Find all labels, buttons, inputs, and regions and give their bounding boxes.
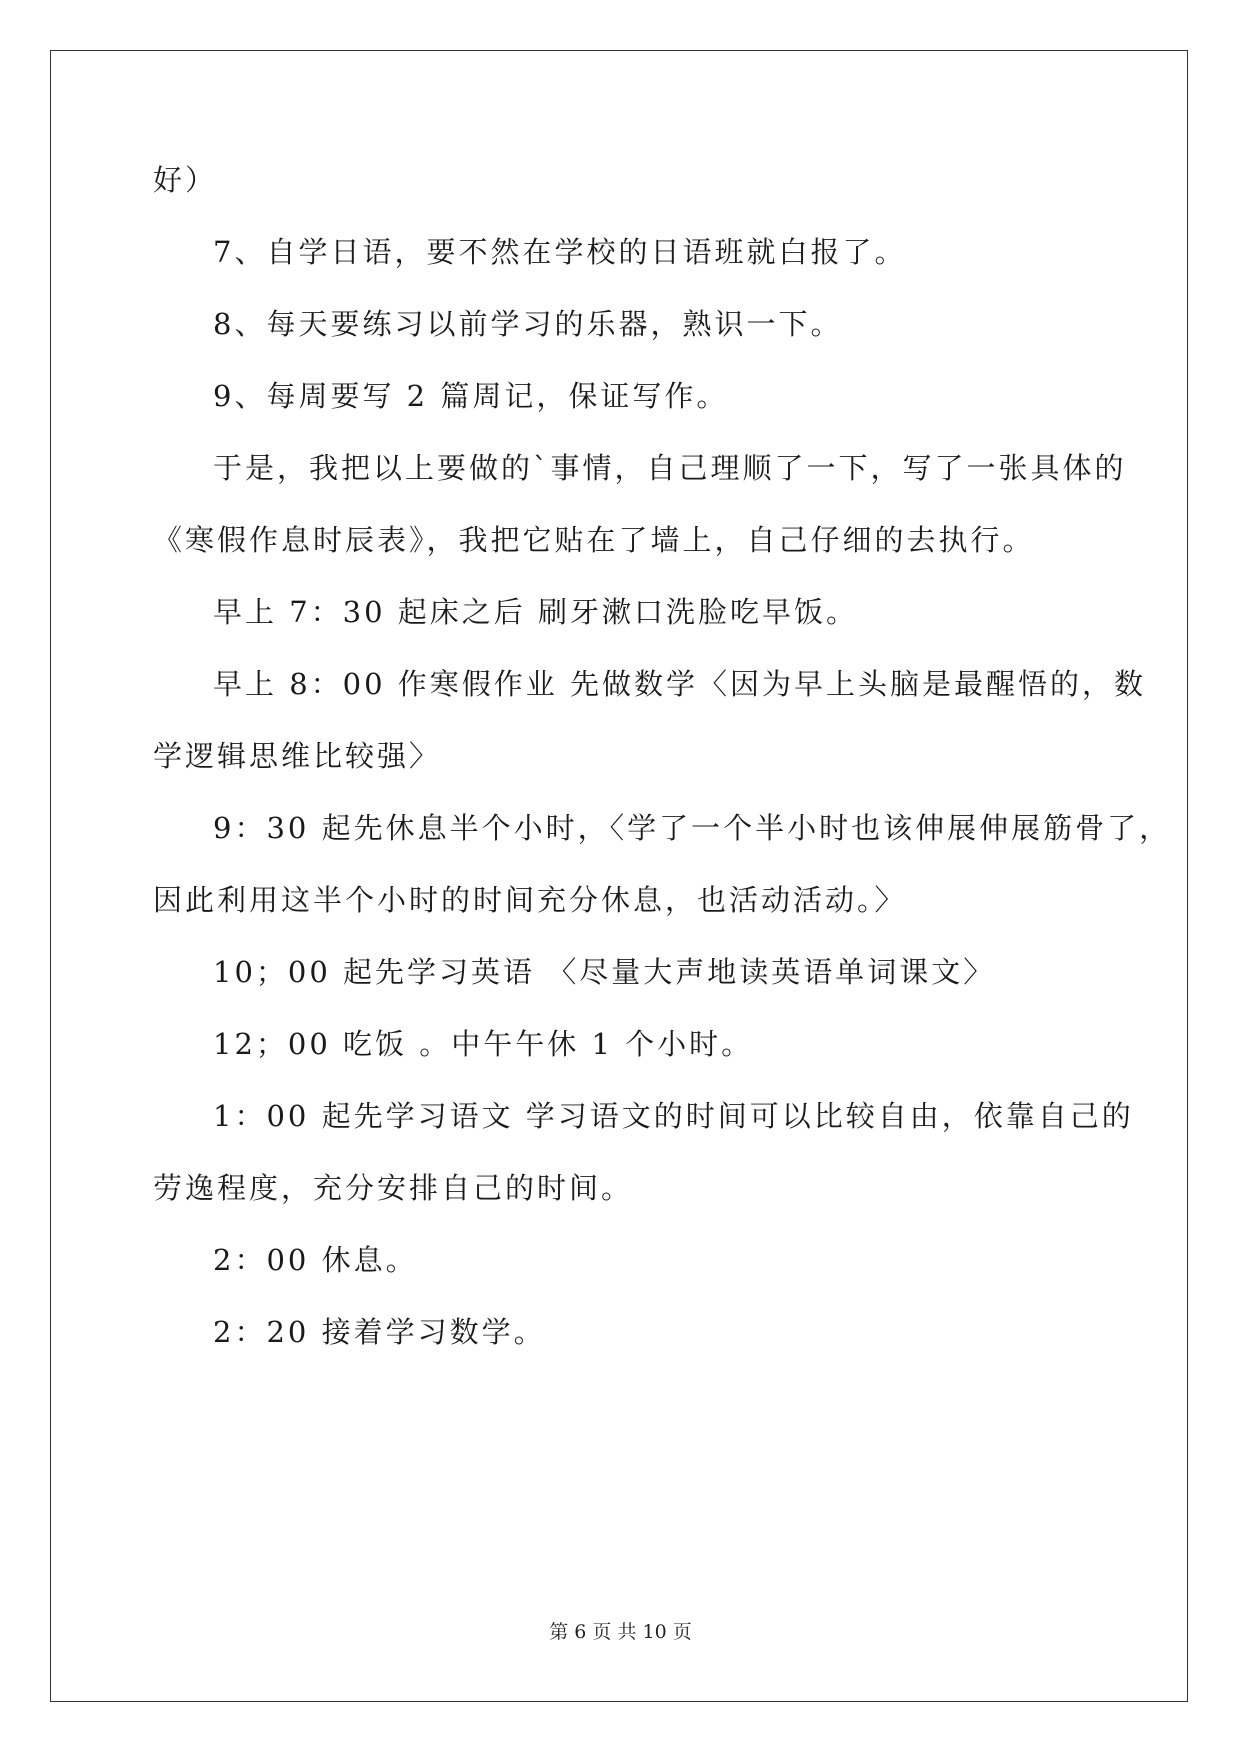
text-line: 10；00 起先学习英语 〈尽量大声地读英语单词课文〉 (213, 955, 996, 989)
text-line: 2：20 接着学习数学。 (213, 1315, 546, 1349)
text-line: 9：30 起先休息半个小时，〈学了一个半小时也该伸展伸展筋骨了， (213, 811, 1172, 845)
page-border (50, 50, 1188, 1702)
page-number-footer: 第 6 页 共 10 页 (549, 1621, 692, 1643)
text-line: 9、每周要写 2 篇周记，保证写作。 (213, 379, 729, 413)
text-line: 于是，我把以上要做的`事情，自己理顺了一下，写了一张具体的 (213, 451, 1127, 485)
text-line: 2：00 休息。 (213, 1243, 418, 1277)
text-line: 早上 7：30 起床之后 刷牙漱口洗脸吃早饭。 (213, 595, 859, 629)
text-line: 12；00 吃饭 。中午午休 1 个小时。 (213, 1027, 754, 1061)
text-line: 学逻辑思维比较强〉 (153, 739, 442, 773)
text-line: 因此利用这半个小时的时间充分休息，也活动活动。〉 (153, 883, 907, 917)
text-line: 《寒假作息时辰表》，我把它贴在了墙上，自己仔细的去执行。 (153, 523, 1035, 557)
text-line: 8、每天要练习以前学习的乐器，熟识一下。 (213, 307, 843, 341)
text-line: 1：00 起先学习语文 学习语文的时间可以比较自由，依靠自己的 (213, 1099, 1134, 1133)
text-line: 早上 8：00 作寒假作业 先做数学〈因为早上头脑是最醒悟的，数 (213, 667, 1147, 701)
text-line: 7、自学日语，要不然在学校的日语班就白报了。 (213, 235, 907, 269)
text-line: 好） (153, 163, 218, 197)
text-line: 劳逸程度，充分安排自己的时间。 (153, 1171, 634, 1205)
